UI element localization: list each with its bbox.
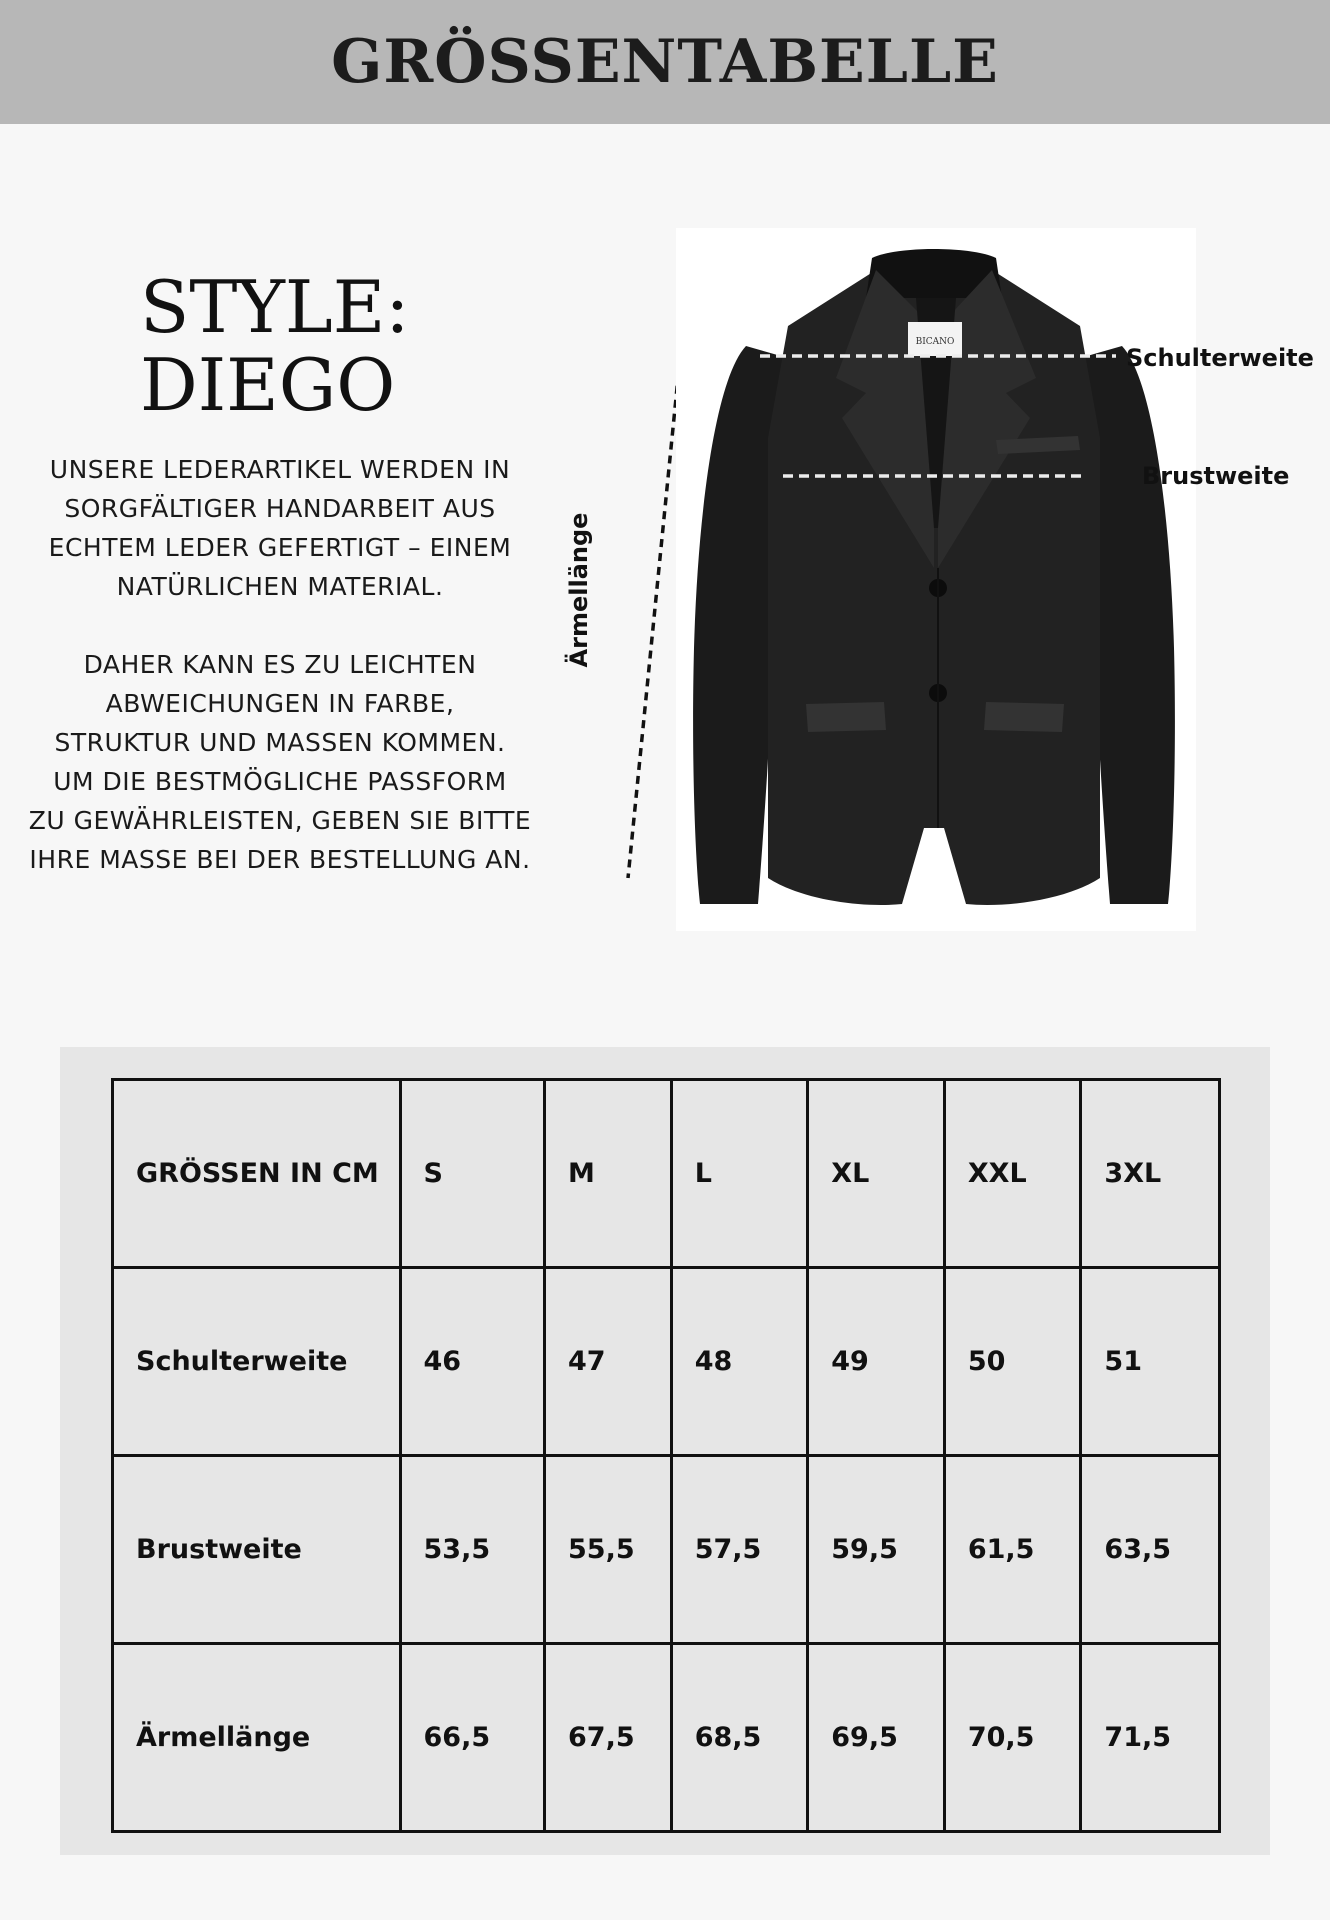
table-header-cell: M [545, 1080, 672, 1268]
table-cell: 63,5 [1081, 1456, 1220, 1644]
table-header-row [113, 1080, 1220, 1268]
description-line: STRUKTUR UND MASSEN KOMMEN. [54, 728, 506, 757]
table-row [113, 1268, 1220, 1456]
table-cell: 51 [1081, 1268, 1220, 1456]
table-row-label: Schulterweite [113, 1268, 401, 1456]
table-row-label: Ärmellänge [113, 1644, 401, 1832]
table-cell: 48 [671, 1268, 808, 1456]
jacket-photo [676, 228, 1196, 931]
table-header-cell: GRÖSSEN IN CM [113, 1080, 401, 1268]
size-table [111, 1078, 1221, 1833]
brand-tag-text: BICANO [915, 337, 955, 347]
table-header-cell: 3XL [1081, 1080, 1220, 1268]
description-line: IHRE MASSE BEI DER BESTELLUNG AN. [29, 845, 531, 874]
chest-width-label: Brustweite [1142, 462, 1290, 490]
table-cell: 47 [545, 1268, 672, 1456]
description-paragraph-1 [20, 450, 540, 606]
jacket-illustration [676, 228, 1196, 931]
table-cell: 57,5 [671, 1456, 808, 1644]
table-cell: 50 [944, 1268, 1081, 1456]
table-header-cell: XXL [944, 1080, 1081, 1268]
table-cell: 71,5 [1081, 1644, 1220, 1832]
style-name: DIEGO [140, 343, 396, 427]
shoulder-measure-line [760, 350, 1120, 362]
table-cell: 53,5 [400, 1456, 545, 1644]
table-cell: 70,5 [944, 1644, 1081, 1832]
description-line: NATÜRLICHEN MATERIAL. [116, 572, 444, 601]
table-cell: 59,5 [808, 1456, 945, 1644]
header-bar [0, 0, 1330, 124]
description-line: ZU GEWÄHRLEISTEN, GEBEN SIE BITTE [28, 806, 532, 835]
description-line: ABWEICHUNGEN IN FARBE, [105, 689, 455, 718]
table-header-cell: S [400, 1080, 545, 1268]
description-line: UNSERE LEDERARTIKEL WERDEN IN [49, 455, 511, 484]
chest-measure-line [783, 470, 1083, 482]
page-title: GRÖSSENTABELLE [331, 27, 999, 97]
size-table-panel [60, 1047, 1270, 1855]
description-line: UM DIE BESTMÖGLICHE PASSFORM [53, 767, 507, 796]
description-line: ECHTEM LEDER GEFERTIGT – EINEM [48, 533, 512, 562]
table-row [113, 1456, 1220, 1644]
table-cell: 55,5 [545, 1456, 672, 1644]
table-cell: 61,5 [944, 1456, 1081, 1644]
table-row-label: Brustweite [113, 1456, 401, 1644]
table-header-cell: XL [808, 1080, 945, 1268]
table-cell: 66,5 [400, 1644, 545, 1832]
table-cell: 68,5 [671, 1644, 808, 1832]
description-line: DAHER KANN ES ZU LEICHTEN [83, 650, 477, 679]
shoulder-width-label: Schulterweite [1126, 344, 1314, 372]
style-label: STYLE: [140, 265, 410, 349]
table-row [113, 1644, 1220, 1832]
table-cell: 69,5 [808, 1644, 945, 1832]
table-cell: 67,5 [545, 1644, 672, 1832]
table-cell: 49 [808, 1268, 945, 1456]
sleeve-length-label: Ärmellänge [565, 512, 593, 668]
description-line: SORGFÄLTIGER HANDARBEIT AUS [64, 494, 496, 523]
style-title [140, 265, 410, 427]
table-header-cell: L [671, 1080, 808, 1268]
table-cell: 46 [400, 1268, 545, 1456]
description-paragraph-2 [20, 645, 540, 879]
